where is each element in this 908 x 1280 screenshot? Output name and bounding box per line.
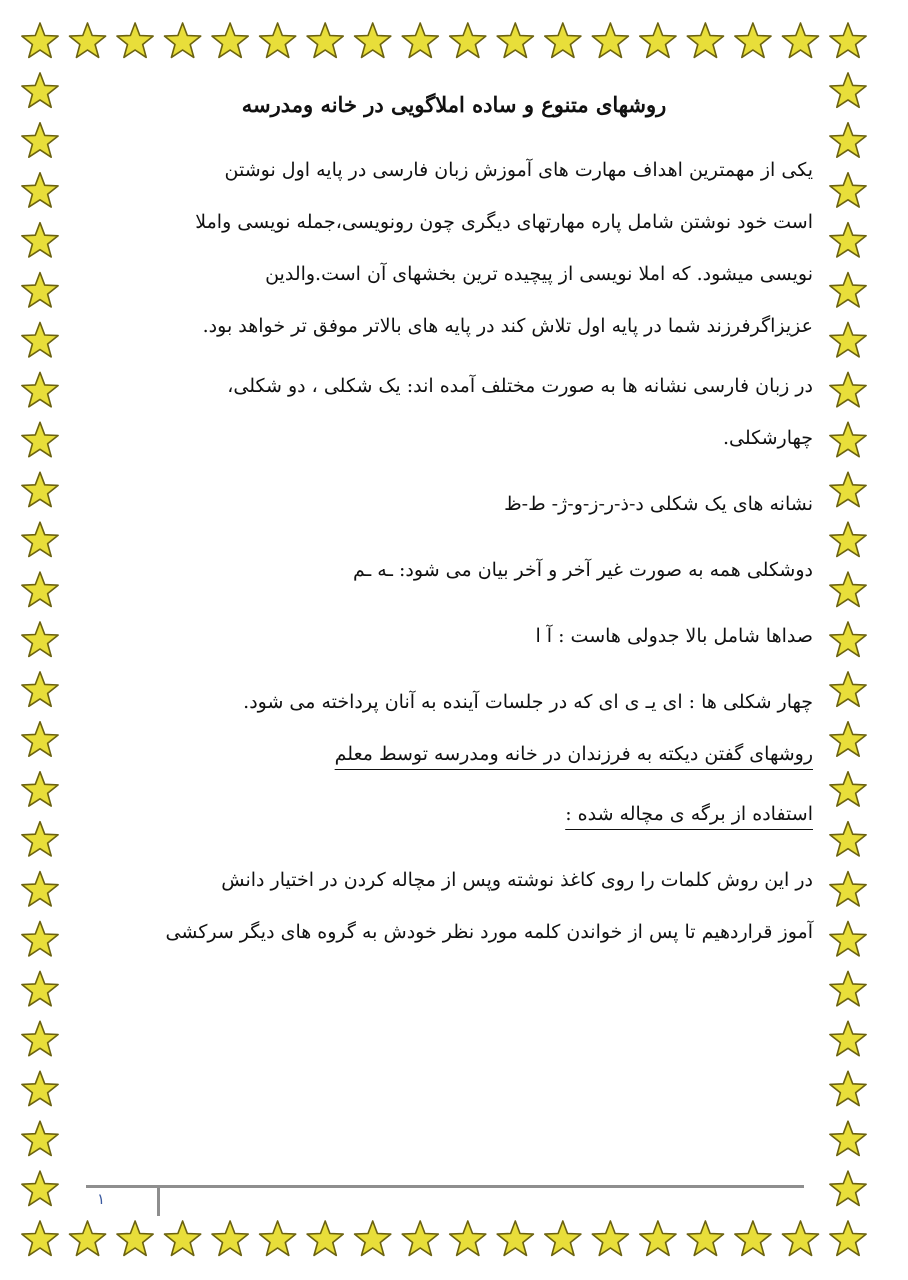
star-icon <box>830 323 866 357</box>
star-icon <box>22 73 58 107</box>
star-icon <box>22 173 58 207</box>
star-icon <box>830 872 866 906</box>
star-icon <box>22 1121 58 1155</box>
star-icon <box>260 1221 296 1255</box>
star-icon <box>830 1071 866 1105</box>
star-icon <box>830 522 866 556</box>
star-icon <box>117 23 153 57</box>
star-icon <box>22 1071 58 1105</box>
star-icon <box>830 572 866 606</box>
star-icon <box>402 1221 438 1255</box>
star-icon <box>22 971 58 1005</box>
star-icon <box>497 1221 533 1255</box>
star-icon <box>22 922 58 956</box>
star-icon <box>212 23 248 57</box>
methods-heading: روشهای گفتن دیکته به فرزندان در خانه ومدرسه توسط معلم <box>334 743 813 765</box>
document-body <box>95 88 813 958</box>
method-one-paragraph <box>95 854 813 958</box>
star-icon <box>22 822 58 856</box>
star-icon <box>22 472 58 506</box>
star-icon <box>22 323 58 357</box>
star-icon <box>22 572 58 606</box>
star-icon <box>117 1221 153 1255</box>
star-icon <box>22 273 58 307</box>
signs-line: در زبان فارسی نشانه ها به صورت مختلف آمده اند: یک شکلی ، دو شکلی، <box>227 375 813 397</box>
star-icon <box>830 971 866 1005</box>
star-icon <box>592 1221 628 1255</box>
star-icon <box>735 1221 771 1255</box>
star-icon <box>22 772 58 806</box>
star-icon <box>830 23 866 57</box>
star-icon <box>830 123 866 157</box>
star-icon <box>22 422 58 456</box>
star-icon <box>22 722 58 756</box>
star-icon <box>830 672 866 706</box>
star-icon <box>830 1121 866 1155</box>
footer-divider <box>157 1186 160 1216</box>
intro-line: نویسی میشود. که املا نویسی از پیچیده ترین بخشهای آن است.والدین <box>265 263 813 285</box>
star-icon <box>402 23 438 57</box>
footer-rule <box>86 1185 804 1188</box>
star-icon <box>450 23 486 57</box>
four-form-line: چهار شکلی ها : ای یـ ی ای که در جلسات آینده به آنان پرداخته می شود. <box>243 691 813 713</box>
star-icon <box>830 1221 866 1255</box>
star-icon <box>307 1221 343 1255</box>
star-icon <box>22 672 58 706</box>
page-title: روشهای متنوع و ساده املاگویی در خانه ومدرسه <box>241 92 667 117</box>
intro-line: عزیزاگرفرزند شما در پایه اول تلاش کند در پایه های بالاتر موفق تر خواهد بود. <box>202 315 813 337</box>
method-one-line: آموز قراردهیم تا پس از خواندن کلمه مورد نظر خودش به گروه های دیگر سرکشی <box>165 921 813 943</box>
star-icon <box>260 23 296 57</box>
star-icon <box>830 173 866 207</box>
star-icon <box>830 1171 866 1205</box>
star-icon <box>22 522 58 556</box>
star-icon <box>22 23 58 57</box>
star-icon <box>830 772 866 806</box>
star-icon <box>735 23 771 57</box>
star-icon <box>355 1221 391 1255</box>
star-icon <box>830 722 866 756</box>
star-icon <box>22 1221 58 1255</box>
star-icon <box>497 23 533 57</box>
intro-line: یکی از مهمترین اهداف مهارت های آموزش زبان فارسی در پایه اول نوشتن <box>224 159 813 181</box>
star-icon <box>830 422 866 456</box>
method-one-heading-wrap <box>95 788 813 840</box>
star-icon <box>830 472 866 506</box>
star-icon <box>450 1221 486 1255</box>
signs-line: چهارشکلی. <box>722 427 813 449</box>
star-icon <box>830 922 866 956</box>
method-one-line: در این روش کلمات را روی کاغذ نوشته وپس از مچاله کردن در اختیار دانش <box>221 869 813 891</box>
star-icon <box>545 23 581 57</box>
intro-line: است خود نوشتن شامل پاره مهارتهای دیگری چون رونویسی،جمله نویسی واملا <box>195 211 813 233</box>
star-icon <box>592 23 628 57</box>
star-icon <box>307 23 343 57</box>
star-icon <box>22 1021 58 1055</box>
star-icon <box>22 872 58 906</box>
star-icon <box>70 23 106 57</box>
star-icon <box>830 73 866 107</box>
star-icon <box>830 622 866 656</box>
star-icon <box>22 123 58 157</box>
star-icon <box>165 1221 201 1255</box>
star-icon <box>545 1221 581 1255</box>
star-icon <box>70 1221 106 1255</box>
star-icon <box>22 223 58 257</box>
star-icon <box>22 1171 58 1205</box>
star-icon <box>687 1221 723 1255</box>
star-icon <box>22 622 58 656</box>
star-icon <box>830 822 866 856</box>
star-icon <box>165 23 201 57</box>
star-icon <box>22 372 58 406</box>
star-icon <box>640 1221 676 1255</box>
methods-heading-wrap <box>95 728 813 780</box>
signs-paragraph <box>95 360 813 464</box>
star-icon <box>830 372 866 406</box>
intro-paragraph <box>95 144 813 352</box>
star-icon <box>212 1221 248 1255</box>
star-icon <box>782 23 818 57</box>
star-icon <box>830 273 866 307</box>
page-number: ۱ <box>97 1190 106 1208</box>
star-icon <box>830 1021 866 1055</box>
star-icon <box>687 23 723 57</box>
star-icon <box>640 23 676 57</box>
two-form-line: دوشکلی همه به صورت غیر آخر و آخر بیان می شود: ـه ـم <box>352 559 813 581</box>
method-one-heading: استفاده از برگه ی مچاله شده : <box>565 803 813 825</box>
sounds-line: صداها شامل بالا جدولی هاست : آ ا <box>535 625 813 647</box>
star-icon <box>782 1221 818 1255</box>
star-icon <box>830 223 866 257</box>
star-icon <box>355 23 391 57</box>
one-form-line: نشانه های یک شکلی د-ذ-ر-ز-و-ژ- ط-ظ <box>504 493 813 515</box>
